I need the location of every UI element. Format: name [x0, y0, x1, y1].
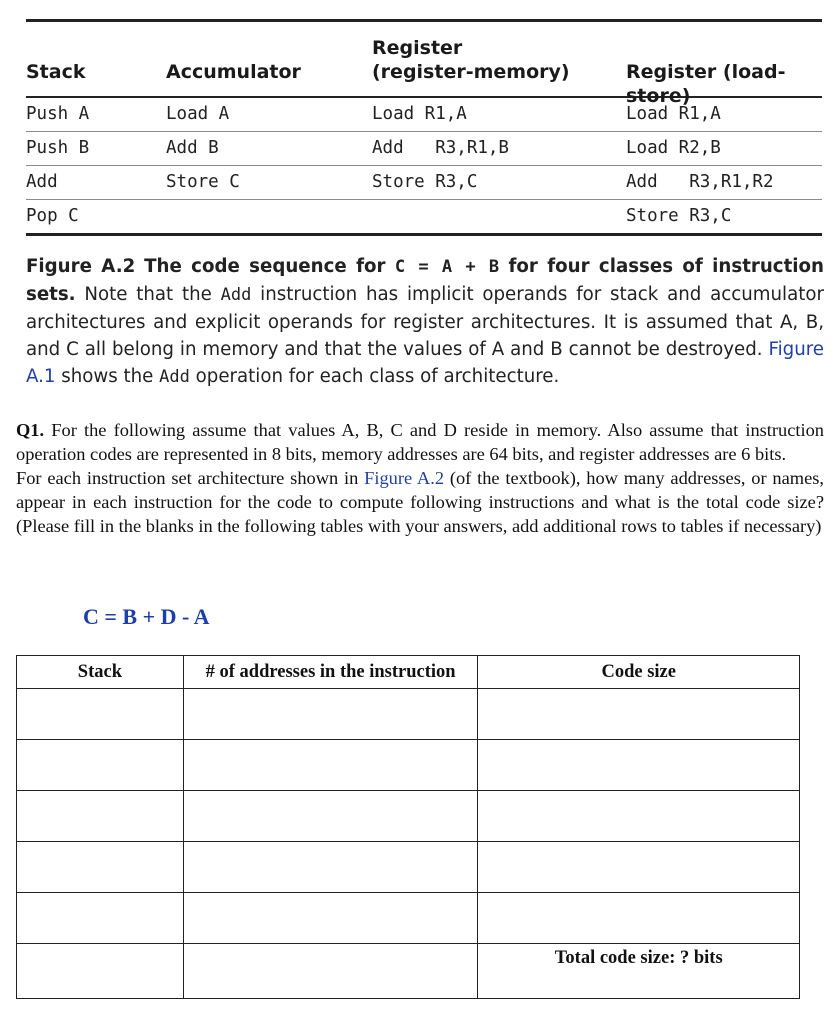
- register-memory-cell: Add R3,R1,B: [372, 138, 509, 158]
- question-paragraph-2: [16, 466, 824, 538]
- answer-header-addresses: # of addresses in the instruction: [183, 656, 478, 689]
- answer-cell-addresses[interactable]: [183, 944, 478, 999]
- table-bottom-rule: [26, 233, 822, 236]
- accumulator-cell: Load A: [166, 104, 230, 124]
- header-stack: Stack: [26, 61, 86, 83]
- answer-cell-stack[interactable]: [17, 944, 184, 999]
- answer-header-code-size: Code size: [478, 656, 800, 689]
- figure-a1-link[interactable]: Figure A.1: [26, 339, 824, 387]
- answer-row: [17, 842, 800, 893]
- figure-a2-link[interactable]: Figure A.2: [364, 468, 445, 488]
- answer-total-row: [17, 944, 800, 999]
- caption-body-4: operation for each class of architecture.: [189, 366, 560, 387]
- answer-cell-stack[interactable]: [17, 740, 184, 791]
- answer-cell-code-size[interactable]: [478, 689, 800, 740]
- load-store-cell: Load R2,B: [626, 138, 721, 158]
- table-header-row: [26, 22, 822, 107]
- answer-cell-addresses[interactable]: [183, 740, 478, 791]
- caption-title-prefix: The code sequence for: [144, 256, 395, 277]
- caption-title-suffix: for four classes of instruction sets.: [26, 256, 824, 305]
- answer-cell-code-size[interactable]: [478, 842, 800, 893]
- table-row: [26, 132, 822, 165]
- accumulator-cell: Store C: [166, 172, 240, 192]
- stack-cell: Pop C: [26, 206, 79, 226]
- caption-title-code: C = A + B: [394, 257, 500, 277]
- answer-header-row: [17, 656, 800, 689]
- answer-table: [16, 655, 800, 999]
- question-text-1: For the following assume that values A, B, C and D reside in memory. Also assume that instruction operation codes are represented in 8 bits, memory addresses are 64 bits, and register addresses are 6 bits.: [16, 420, 824, 464]
- caption-body-1: Note that the: [75, 284, 221, 305]
- stack-cell: Push B: [26, 138, 90, 158]
- accumulator-cell: Add B: [166, 138, 219, 158]
- total-code-size[interactable]: Total code size: ? bits: [478, 944, 800, 999]
- answer-cell-code-size[interactable]: [478, 893, 800, 944]
- answer-row: [17, 893, 800, 944]
- header-load-store: Register (load-store): [626, 61, 786, 107]
- answer-cell-code-size[interactable]: [478, 740, 800, 791]
- question-block: [16, 418, 824, 538]
- register-memory-cell: Store R3,C: [372, 172, 478, 192]
- answer-cell-stack[interactable]: [17, 842, 184, 893]
- answer-row: [17, 689, 800, 740]
- figure-a2-table: [26, 19, 822, 236]
- answer-row: [17, 740, 800, 791]
- register-memory-cell: Load R1,A: [372, 104, 467, 124]
- answer-cell-addresses[interactable]: [183, 791, 478, 842]
- stack-cell: Push A: [26, 104, 90, 124]
- answer-row: [17, 791, 800, 842]
- answer-cell-stack[interactable]: [17, 791, 184, 842]
- table-row: [26, 166, 822, 199]
- answer-header-stack: Stack: [17, 656, 184, 689]
- caption-code-add: Add: [220, 285, 252, 305]
- question-paragraph-1: [16, 418, 824, 466]
- caption-code-add-2: Add: [159, 367, 190, 387]
- load-store-cell: Store R3,C: [626, 206, 732, 226]
- question-text-2b: (of the textbook), how many addresses, or names, appear in each instruction for the code to compute following instructions and what is the total code size? (Please fill in the blanks in the following tables with your answers, add additional rows to tables if necessary): [16, 468, 824, 536]
- answer-cell-addresses[interactable]: [183, 689, 478, 740]
- caption-body-2: instruction has implicit operands for stack and accumulator architectures and explicit operands for register architectures. It is assumed that A, B, and C all belong in memory and that the values of A and B cannot be destroyed.: [26, 284, 824, 360]
- answer-cell-code-size[interactable]: [478, 791, 800, 842]
- stack-cell: Add: [26, 172, 58, 192]
- answer-cell-addresses[interactable]: [183, 842, 478, 893]
- header-accumulator: Accumulator: [166, 61, 301, 83]
- header-register-memory-line2: (register-memory): [372, 61, 570, 83]
- caption-label: Figure A.2: [26, 256, 136, 277]
- equation: C = B + D - A: [83, 604, 210, 629]
- header-register-memory-line1: Register: [372, 37, 463, 59]
- question-text-2a: For each instruction set architecture shown in: [16, 468, 365, 488]
- caption-body-3: shows the: [55, 366, 160, 387]
- figure-caption: [26, 253, 824, 391]
- answer-cell-stack[interactable]: [17, 893, 184, 944]
- question-label: Q1.: [16, 420, 45, 440]
- table-row: [26, 200, 822, 233]
- load-store-cell: Add R3,R1,R2: [626, 172, 774, 192]
- answer-cell-addresses[interactable]: [183, 893, 478, 944]
- table-row: [26, 98, 822, 131]
- load-store-cell: Load R1,A: [626, 104, 721, 124]
- answer-cell-stack[interactable]: [17, 689, 184, 740]
